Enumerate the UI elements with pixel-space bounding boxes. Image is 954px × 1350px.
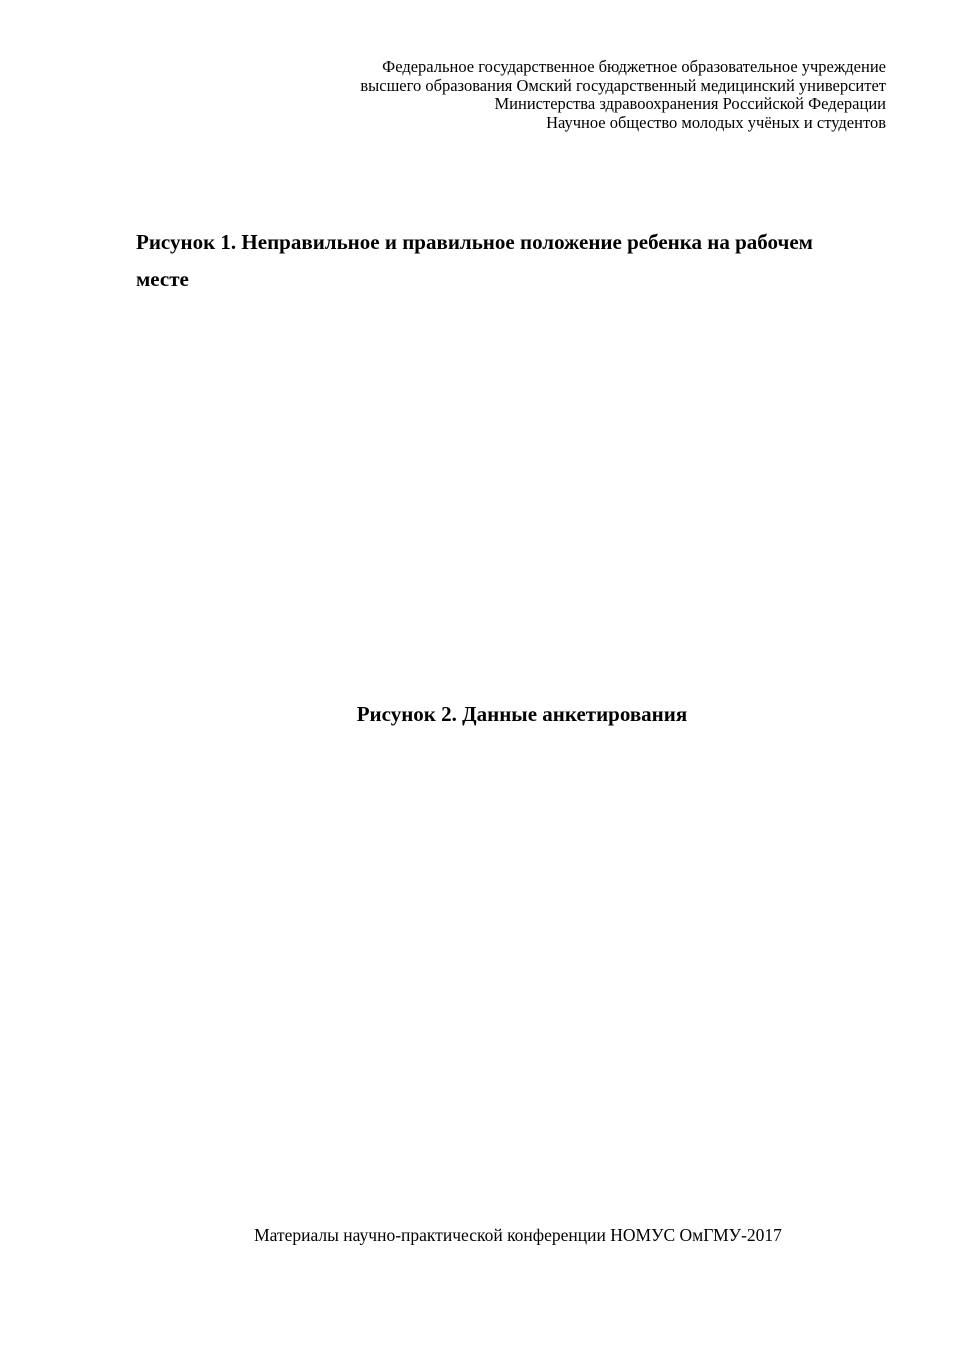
header-line-2: высшего образования Омский государственный медицинский университет xyxy=(360,75,886,95)
header-line-4: Научное общество молодых учёных и студентов xyxy=(546,112,886,132)
figure-1-caption xyxy=(136,224,896,298)
figure-1-caption-line-1: Рисунок 1. Неправильное и правильное положение ребенка на рабочем xyxy=(136,230,813,254)
header-line-1: Федеральное государственное бюджетное образовательное учреждение xyxy=(382,57,886,76)
header-line-3: Министерства здравоохранения Российской Федерации xyxy=(494,94,886,113)
figure-1-caption-line-2: месте xyxy=(136,267,189,291)
institution-header xyxy=(186,58,886,132)
conference-footer: Материалы научно-практической конференции НОМУС ОмГМУ-2017 xyxy=(254,1225,782,1245)
figure-2-caption: Рисунок 2. Данные анкетирования xyxy=(356,702,688,726)
